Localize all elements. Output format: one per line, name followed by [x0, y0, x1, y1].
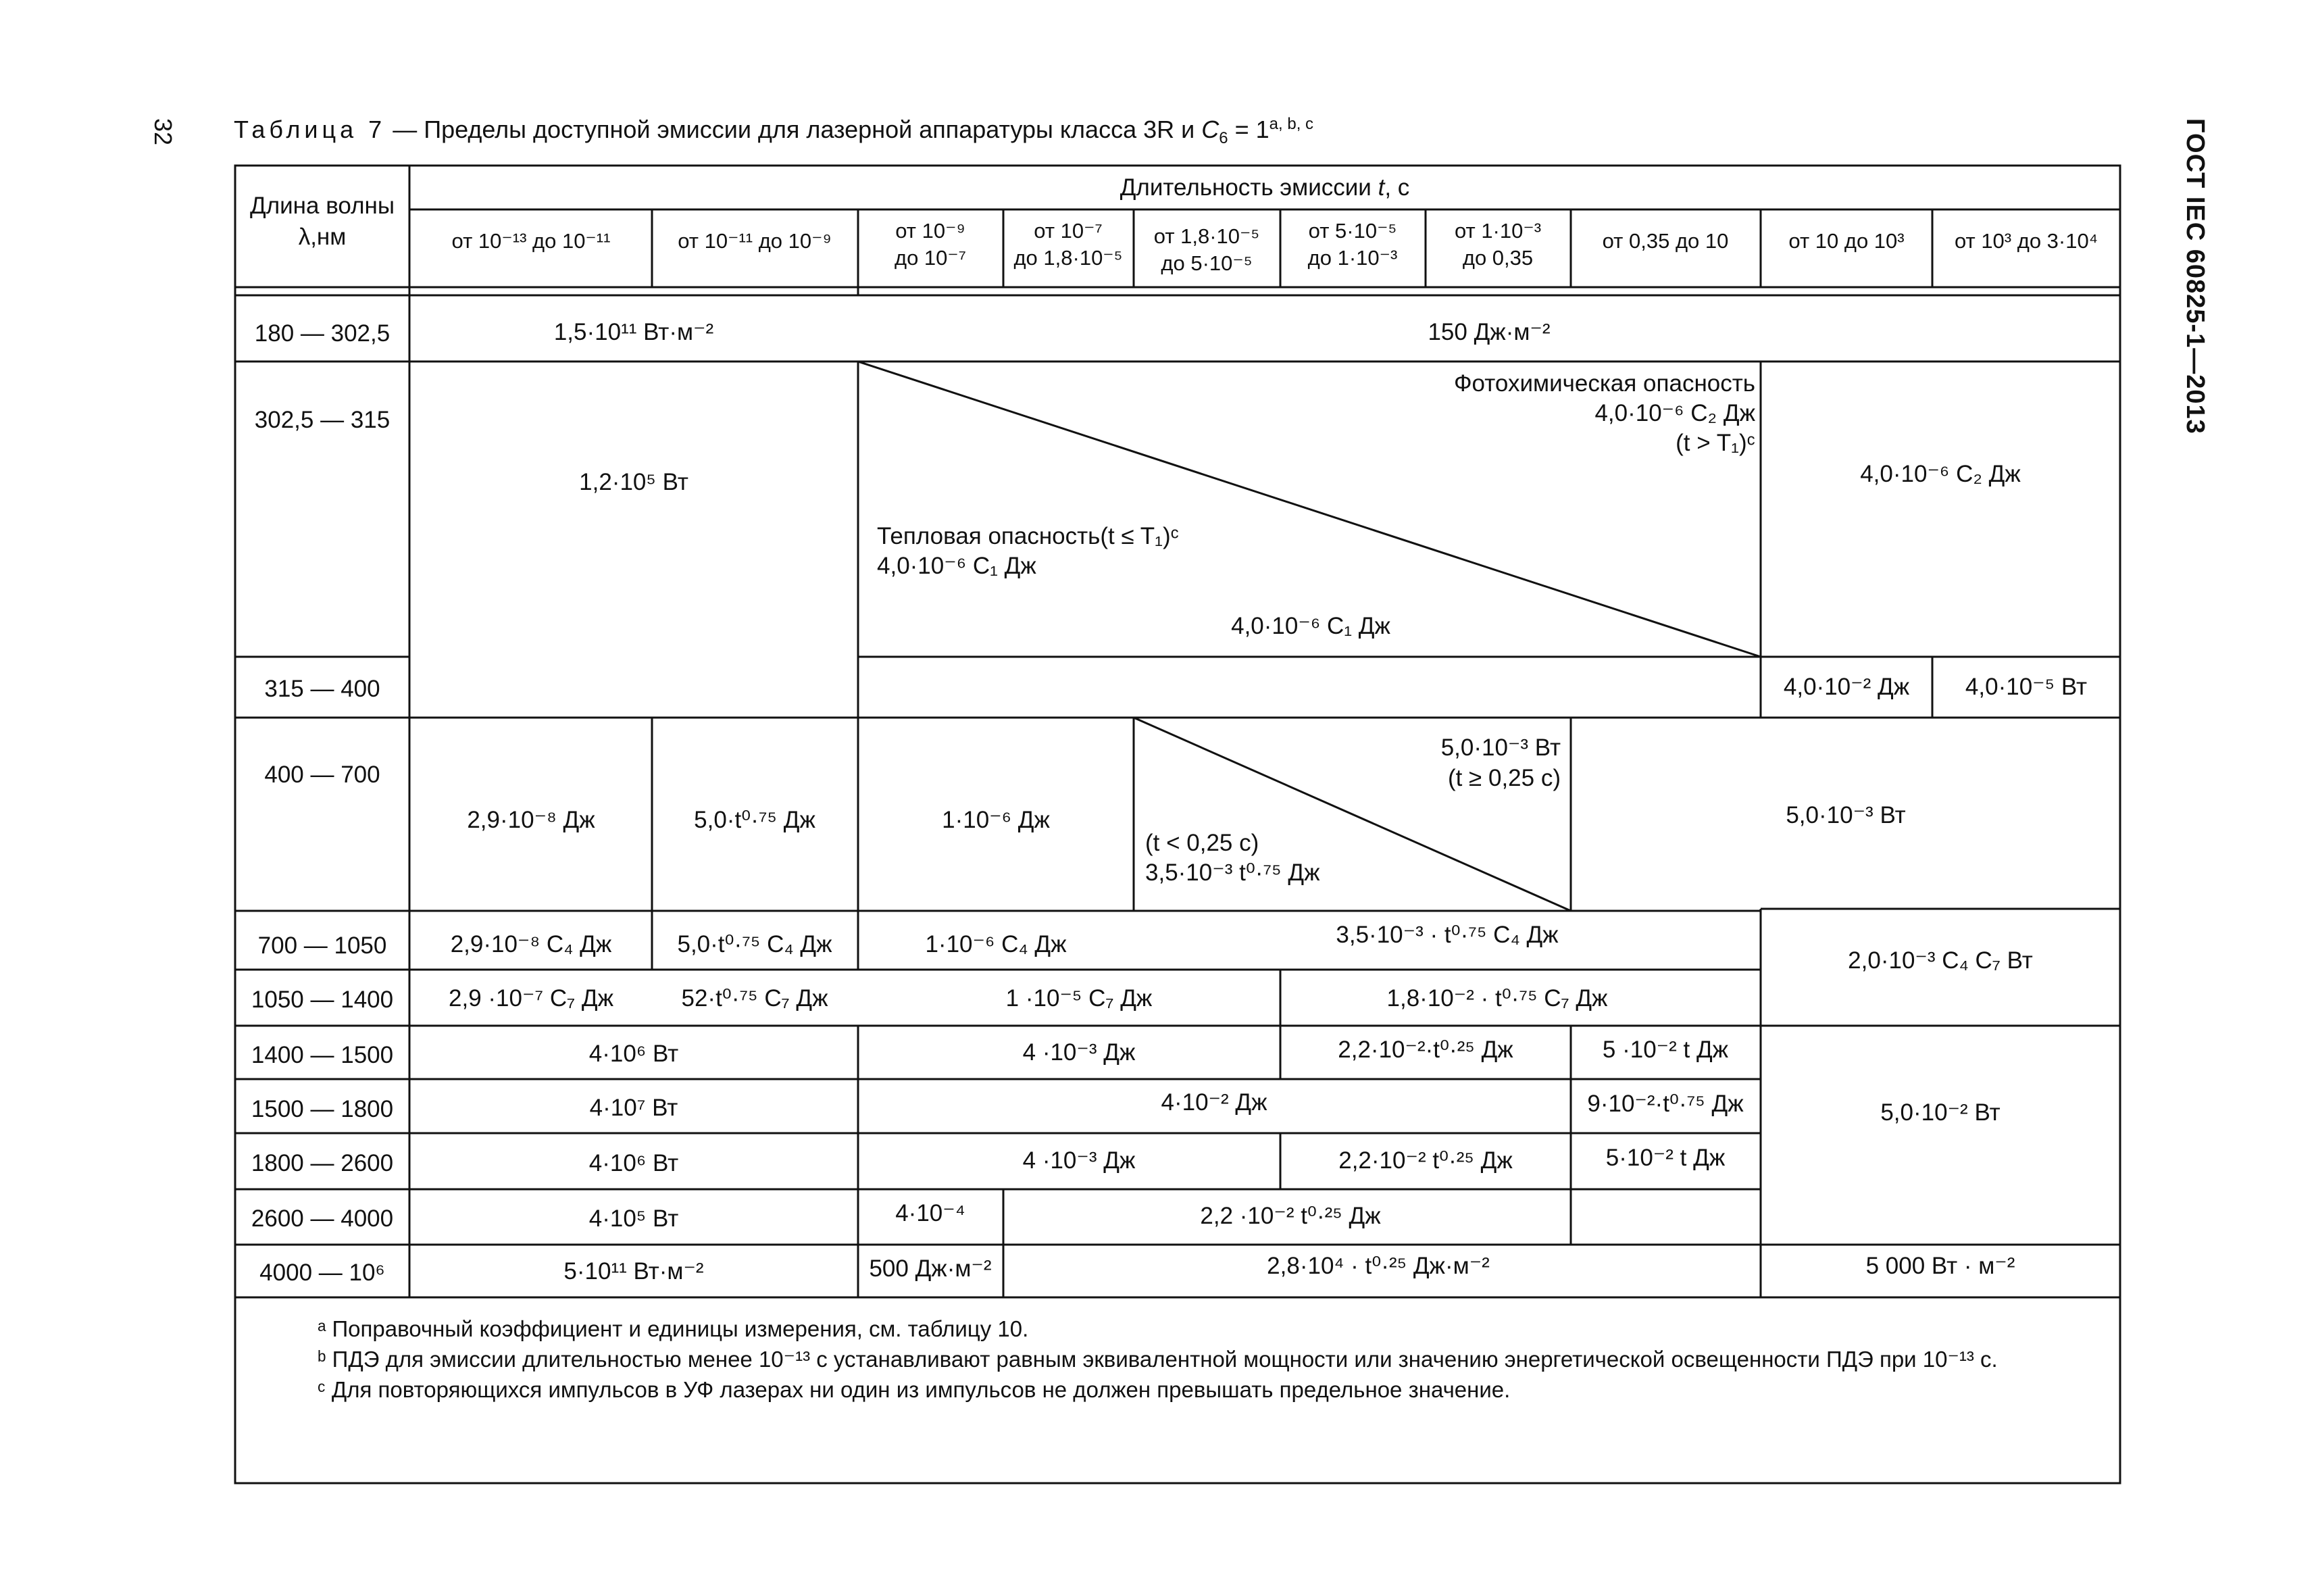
row-label-4000: 4000 — 10⁶ [259, 1260, 385, 1286]
header-wavelength-line-2: λ,нм [298, 223, 347, 250]
table-footnotes [250, 1314, 2101, 1405]
row-label-2600: 2600 — 4000 [251, 1205, 394, 1232]
header-col-3-line-1: от 10⁻⁹ [895, 219, 965, 243]
cell-400-c2: 5,0·t⁰·⁷⁵ Дж [694, 807, 815, 833]
header-col-5-line-2: до 5·10⁻⁵ [1161, 251, 1253, 276]
header-col-9: от 10 до 10³ [1788, 229, 1905, 253]
cell-180-a: 1,5·10¹¹ Вт·м⁻² [553, 319, 714, 345]
cell-1050-c2: 52·t⁰·⁷⁵ C₇ Дж [681, 985, 828, 1012]
footnote-c: ᶜ Для повторяющихся импульсов в УФ лазерах ни один из импульсов не должен превышать предельное значение. [318, 1376, 1511, 1402]
cell-700-c2: 5,0·t⁰·⁷⁵ C₄ Дж [677, 931, 832, 957]
cell-1400-right: 5,0·10⁻² Вт [1880, 1099, 2001, 1126]
cell-1050-c3: 1 ·10⁻⁵ C₇ Дж [1005, 985, 1153, 1012]
cell-400-tri-lower-cond: (t < 0,25 с) [1145, 830, 1259, 856]
header-duration-var: t [1378, 174, 1385, 201]
cell-400-tri-lower: 3,5·10⁻³ t⁰·⁷⁵ Дж [1145, 859, 1320, 886]
cell-400-tri-upper-cond: (t ≥ 0,25 с) [1447, 765, 1561, 791]
header-wavelength-line-1: Длина волны [250, 193, 395, 219]
row-label-700: 700 — 1050 [257, 932, 387, 959]
header-col-5-line-1: от 1,8·10⁻⁵ [1153, 224, 1260, 248]
header-col-7-line-1: от 1·10⁻³ [1454, 219, 1542, 243]
cell-4000-b: 500 Дж·м⁻² [869, 1255, 992, 1282]
cell-1400-b: 4 ·10⁻³ Дж [1022, 1039, 1136, 1066]
cell-1800-a: 4·10⁶ Вт [588, 1150, 679, 1176]
header-col-10: от 10³ до 3·10⁴ [1954, 229, 2098, 253]
cell-1500-a: 4·10⁷ Вт [589, 1095, 678, 1121]
caption-symbol-sub: 6 [1219, 129, 1228, 148]
footnote-a: ᵃ Поправочный коэффициент и единицы измерения, см. таблицу 10. [318, 1316, 1029, 1341]
cell-302-photo-cond: (t > T₁)ᶜ [1676, 430, 1755, 456]
cell-1400-d: 5 ·10⁻² t Дж [1602, 1037, 1729, 1063]
cell-400-tri-upper: 5,0·10⁻³ Вт [1440, 734, 1561, 761]
header-duration [1120, 173, 1410, 203]
header-col-7-line-2: до 0,35 [1462, 246, 1534, 270]
header-col-5 [1154, 223, 1259, 278]
cell-302-thermal-value: 4,0·10⁻⁶ C₁ Дж [877, 553, 1036, 579]
cell-400-right: 5,0·10⁻³ Вт [1786, 802, 1906, 828]
caption-label: Таблица 7 [234, 116, 386, 143]
header-col-4 [1013, 218, 1122, 272]
header-wavelength [250, 191, 395, 252]
cell-2600-c: 2,2 ·10⁻² t⁰·²⁵ Дж [1200, 1203, 1381, 1229]
header-col-4-line-1: от 10⁻⁷ [1034, 219, 1103, 243]
cell-4000-d: 5 000 Вт · м⁻² [1865, 1253, 2015, 1279]
cell-700-c4: 3,5·10⁻³ · t⁰·⁷⁵ C₄ Дж [1336, 922, 1559, 948]
cell-302-right: 4,0·10⁻⁶ C₂ Дж [1860, 461, 2021, 487]
row-label-1500: 1500 — 1800 [251, 1096, 394, 1122]
cell-302-thermal-title: Тепловая опасность(t ≤ T₁)ᶜ [877, 523, 1180, 549]
header-col-3-line-2: до 10⁻⁷ [894, 246, 967, 270]
row-label-302: 302,5 — 315 [254, 407, 391, 433]
cell-302-photo-value: 4,0·10⁻⁶ C₂ Дж [1594, 400, 1755, 426]
cell-1800-b: 4 ·10⁻³ Дж [1022, 1147, 1136, 1174]
cell-1800-d: 5·10⁻² t Дж [1605, 1145, 1726, 1171]
cell-700-c3: 1·10⁻⁶ C₄ Дж [925, 931, 1067, 957]
header-col-1: от 10⁻¹³ до 10⁻¹¹ [451, 229, 611, 253]
cell-4000-a: 5·10¹¹ Вт·м⁻² [563, 1258, 704, 1285]
cell-2600-b: 4·10⁻⁴ [895, 1200, 965, 1226]
caption-equals: = 1 [1228, 116, 1269, 143]
page-number: 32 [149, 118, 177, 146]
cell-1500-d: 9·10⁻²·t⁰·⁷⁵ Дж [1587, 1091, 1744, 1117]
caption-symbol: C [1201, 116, 1219, 143]
cell-1050-c4: 1,8·10⁻² · t⁰·⁷⁵ C₇ Дж [1386, 985, 1608, 1012]
header-col-6 [1308, 218, 1398, 272]
caption-text: — Пределы доступной эмиссии для лазерной аппаратуры класса 3R и [393, 116, 1195, 143]
cell-1400-c: 2,2·10⁻²·t⁰·²⁵ Дж [1338, 1037, 1513, 1063]
header-col-4-line-2: до 1,8·10⁻⁵ [1013, 246, 1123, 270]
header-col-3 [895, 218, 966, 272]
footnote-b: ᵇ ПДЭ для эмиссии длительностью менее 10⁻¹³ с устанавливают равным эквивалентной мощности или значению энергетической освещенности ПДЭ при 10⁻¹³ с. [318, 1346, 1998, 1372]
cell-302-a: 1,2·10⁵ Вт [579, 469, 688, 495]
caption-footnote-refs: a, b, c [1269, 115, 1314, 133]
cell-1800-c: 2,2·10⁻² t⁰·²⁵ Дж [1338, 1147, 1513, 1174]
row-label-315: 315 — 400 [264, 676, 380, 702]
cell-700-c1: 2,9·10⁻⁸ C₄ Дж [450, 931, 612, 957]
cell-315-c9: 4,0·10⁻² Дж [1783, 674, 1910, 700]
cell-1500-b: 4·10⁻² Дж [1161, 1089, 1267, 1116]
header-col-2: от 10⁻¹¹ до 10⁻⁹ [678, 229, 832, 253]
cell-4000-c: 2,8·10⁴ · t⁰·²⁵ Дж·м⁻² [1267, 1253, 1490, 1279]
cell-2600-a: 4·10⁵ Вт [588, 1205, 679, 1232]
cell-302-lower: 4,0·10⁻⁶ C₁ Дж [1231, 613, 1390, 639]
header-col-7 [1455, 218, 1541, 272]
cell-302-photo-title: Фотохимическая опасность [1453, 370, 1755, 397]
cell-180-b: 150 Дж·м⁻² [1428, 319, 1551, 345]
row-label-1400: 1400 — 1500 [251, 1042, 394, 1068]
header-col-8: от 0,35 до 10 [1602, 229, 1729, 253]
cell-400-c1: 2,9·10⁻⁸ Дж [467, 807, 595, 833]
row-label-400: 400 — 700 [264, 762, 380, 788]
cell-400-c3: 1·10⁻⁶ Дж [942, 807, 1050, 833]
cell-1400-a: 4·10⁶ Вт [588, 1041, 679, 1067]
cell-700-right: 2,0·10⁻³ C₄ C₇ Вт [1848, 947, 2033, 974]
document-code: ГОСТ IEC 60825-1—2013 [2181, 118, 2209, 434]
header-duration-label: Длительность эмиссии [1120, 174, 1372, 201]
cell-315-c10: 4,0·10⁻⁵ Вт [1965, 674, 2088, 700]
header-duration-unit: , с [1384, 174, 1410, 201]
row-label-1800: 1800 — 2600 [251, 1150, 394, 1176]
row-label-1050: 1050 — 1400 [251, 987, 394, 1013]
header-col-6-line-2: до 1·10⁻³ [1307, 246, 1398, 270]
row-label-180: 180 — 302,5 [254, 320, 391, 347]
header-col-6-line-1: от 5·10⁻⁵ [1308, 219, 1397, 243]
cell-1050-c1: 2,9 ·10⁻⁷ C₇ Дж [449, 985, 613, 1012]
